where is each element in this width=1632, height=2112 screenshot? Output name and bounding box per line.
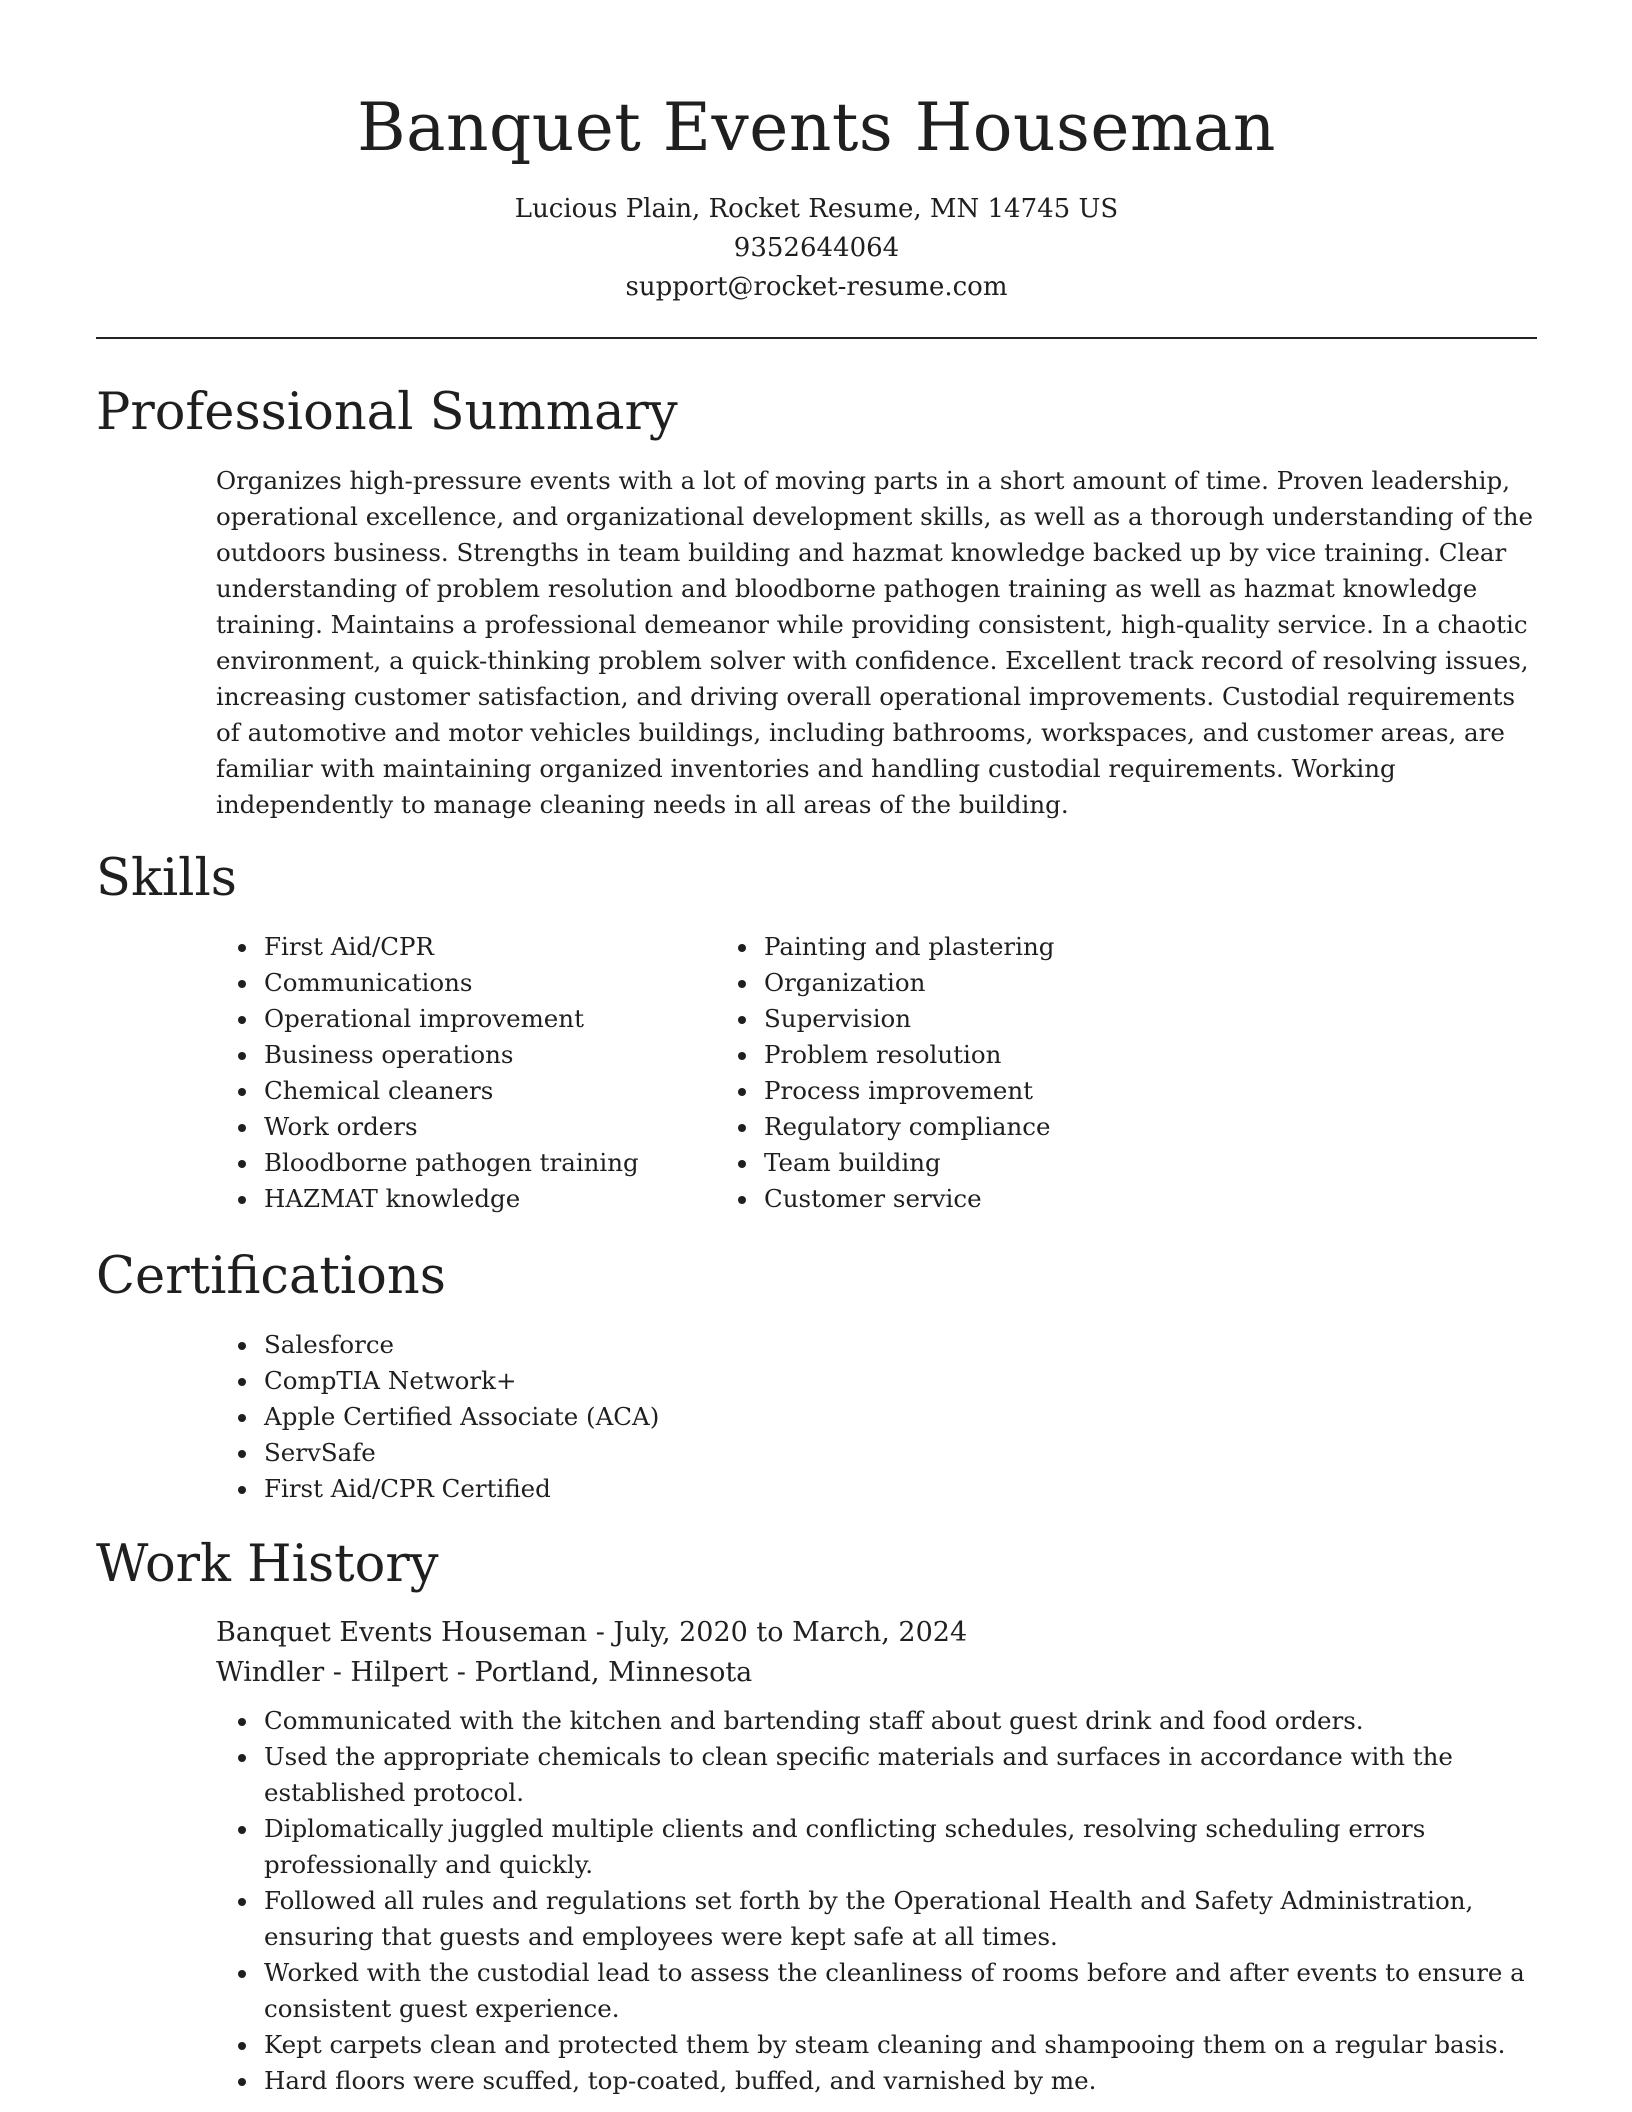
- email-address: support@rocket-resume.com: [625, 272, 1008, 302]
- section-title-skills: Skills: [96, 849, 237, 908]
- skill-item: • Process improvement: [760, 1073, 1054, 1109]
- certification-item: • CompTIA Network+: [260, 1363, 1537, 1399]
- address: Lucious Plain, Rocket Resume, MN 14745 US: [514, 194, 1119, 224]
- job-bullet: • Hard floors were scuffed, top-coated, buffed, and varnished by me.: [260, 2063, 1537, 2099]
- skill-item: • Painting and plastering: [760, 929, 1054, 965]
- certifications-list: [96, 1327, 1537, 1507]
- work-history-section: [96, 1529, 1537, 2099]
- certification-item: • Salesforce: [260, 1327, 1537, 1363]
- skill-item: • Business operations: [260, 1037, 746, 1073]
- skills-section: [96, 843, 1537, 1217]
- skill-item: • Supervision: [760, 1001, 1054, 1037]
- phone-number: 9352644064: [733, 233, 900, 263]
- job-bullet: • Used the appropriate chemicals to clean specific materials and surfaces in accordance with the established protocol.: [260, 1739, 1537, 1811]
- certifications-section: [96, 1241, 1537, 1507]
- professional-summary-section: [96, 377, 1537, 823]
- skill-item: • Work orders: [260, 1109, 746, 1145]
- job-bullets: [96, 1703, 1537, 2099]
- job-bullet: • Communicated with the kitchen and bartending staff about guest drink and food orders.: [260, 1703, 1537, 1739]
- skill-item: • Operational improvement: [260, 1001, 746, 1037]
- candidate-name: Banquet Events Houseman: [357, 89, 1276, 166]
- resume-header: [96, 0, 1537, 307]
- job-bullet: • Kept carpets clean and protected them by steam cleaning and shampooing them on a regular basis.: [260, 2027, 1537, 2063]
- job-bullet: • Followed all rules and regulations set forth by the Operational Health and Safety Administration, ensuring that guests and employees were kept safe at all times.: [260, 1883, 1537, 1955]
- skill-item: • Organization: [760, 965, 1054, 1001]
- skill-item: • Team building: [760, 1145, 1054, 1181]
- skill-item: • First Aid/CPR: [260, 929, 746, 965]
- section-title-certifications: Certifications: [96, 1247, 446, 1306]
- resume-page: [96, 0, 1537, 2099]
- skills-columns: [96, 929, 1537, 1217]
- skill-item: • Chemical cleaners: [260, 1073, 746, 1109]
- skill-item: • Customer service: [760, 1181, 1054, 1217]
- certification-item: • Apple Certified Associate (ACA): [260, 1399, 1537, 1435]
- summary-text: Organizes high-pressure events with a lot of moving parts in a short amount of time. Proven leadership, operational excellence, and organizational development skills, as well as a thorough understanding of the outdoors business. Strengths in team building and hazmat knowledge backed up by vice training. Clear understanding of problem resolution and bloodborne pathogen training as well as hazmat knowledge training. Maintains a professional demeanor while providing consistent, high-quality service. In a chaotic environment, a quick-thinking problem solver with confidence. Excellent track record of resolving issues, increasing customer satisfaction, and driving overall operational improvements. Custodial requirements of automotive and motor vehicles buildings, including bathrooms, workspaces, and customer areas, are familiar with maintaining organized inventories and handling custodial requirements. Working independently to manage cleaning needs in all areas of the building.: [216, 466, 1534, 819]
- certification-item: • ServSafe: [260, 1435, 1537, 1471]
- job-title-line: Banquet Events Houseman - July, 2020 to March, 2024: [216, 1617, 968, 1648]
- job-company-line: Windler - Hilpert - Portland, Minnesota: [216, 1657, 753, 1688]
- job-bullet: • Diplomatically juggled multiple clients and conflicting schedules, resolving scheduling errors professionally and quickly.: [260, 1811, 1537, 1883]
- job-bullet: • Worked with the custodial lead to assess the cleanliness of rooms before and after events to ensure a consistent guest experience.: [260, 1955, 1537, 2027]
- skills-list-right: [596, 929, 1054, 1217]
- section-title-work-history: Work History: [96, 1535, 439, 1594]
- section-title-summary: Professional Summary: [96, 383, 678, 442]
- skill-item: • HAZMAT knowledge: [260, 1181, 746, 1217]
- skill-item: • Problem resolution: [760, 1037, 1054, 1073]
- skill-item: • Bloodborne pathogen training: [260, 1145, 746, 1181]
- skill-item: • Regulatory compliance: [760, 1109, 1054, 1145]
- header-divider: [96, 337, 1537, 339]
- certification-item: • First Aid/CPR Certified: [260, 1471, 1537, 1507]
- skill-item: • Communications: [260, 965, 746, 1001]
- job-entry: [96, 1613, 1537, 2099]
